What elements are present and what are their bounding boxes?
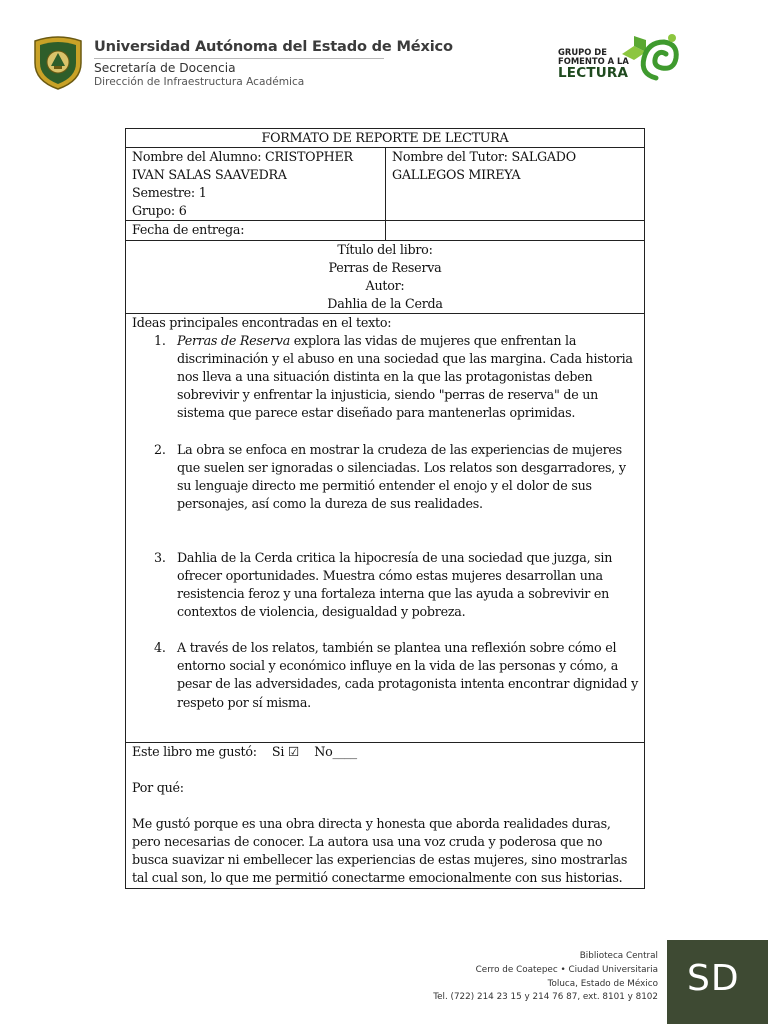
list-number: 1. bbox=[154, 333, 166, 349]
why-label: Por qué: bbox=[132, 780, 184, 796]
reading-group-logo bbox=[556, 30, 684, 88]
book-title-label: Título del libro: bbox=[337, 241, 433, 257]
report-title: FORMATO DE REPORTE DE LECTURA bbox=[126, 129, 645, 148]
header-divider bbox=[94, 58, 384, 59]
semester: Semestre: 1 bbox=[132, 185, 207, 201]
logo-line-2: FOMENTO A LA bbox=[558, 56, 629, 66]
author-label: Autor: bbox=[365, 277, 405, 293]
main-ideas-cell bbox=[126, 313, 645, 742]
footer-line-2: Cerro de Coatepec • Ciudad Universitaria bbox=[475, 964, 658, 975]
liked-yes: Si ☑ bbox=[271, 743, 300, 759]
idea-text: La obra se enfoca en mostrar la crudeza de las experiencias de mujeres que suelen ser ignoradas o silenciadas. Los relatos son desgarradores, y su lenguaje directo me permitió entender el enojo y el dolor de sus personajes, así como la dureza de sus realidades. bbox=[177, 441, 626, 511]
group: Grupo: 6 bbox=[132, 203, 187, 219]
liked-row bbox=[132, 743, 638, 761]
footer-line-1: Biblioteca Central bbox=[579, 951, 658, 961]
logo-line-1: GRUPO DE bbox=[558, 47, 607, 57]
secretaria-name: Secretaría de Docencia bbox=[94, 61, 236, 75]
book-info-cell bbox=[126, 240, 645, 313]
list-item bbox=[132, 549, 638, 621]
ideas-heading: Ideas principales encontradas en el texto: bbox=[132, 314, 392, 330]
list-item bbox=[132, 639, 638, 711]
list-item bbox=[132, 332, 638, 422]
student-name: Nombre del Alumno: CRISTOPHER IVAN SALAS SAAVEDRA bbox=[132, 149, 353, 183]
list-item bbox=[132, 441, 638, 513]
list-spacer bbox=[132, 621, 638, 639]
list-number: 2. bbox=[154, 441, 166, 457]
book-title: Perras de Reserva bbox=[328, 259, 442, 275]
footer-line-4: Tel. (722) 214 23 15 y 214 76 87, ext. 8101 y 8102 bbox=[433, 992, 658, 1003]
header-titles bbox=[94, 38, 453, 88]
ideas-list bbox=[132, 332, 638, 712]
reading-report-table bbox=[125, 128, 645, 889]
spacer bbox=[132, 761, 638, 779]
footer-line-3: Toluca, Estado de México bbox=[547, 978, 658, 989]
idea-text: Dahlia de la Cerda critica la hipocresía de una sociedad que juzga, sin ofrecer oportunidades. Muestra cómo estas mujeres desarrollan una resistencia feroz y una fortaleza interna que las ayuda a sobrevivir en contextos de violencia, desigualdad y pobreza. bbox=[177, 549, 613, 620]
idea-text: explora las vidas de mujeres que enfrentan la discriminación y el abuso en una sociedad que las margina. Cada historia nos lleva a una situación distinta en la que las protagonistas deben sobrevivir y enfrentar la injusticia, siendo "perras de reserva" de un sistema que parece estar diseñado para mantenerlas oprimidas. bbox=[177, 333, 633, 421]
tutor-cell bbox=[386, 148, 645, 221]
student-cell bbox=[126, 148, 386, 221]
delivery-date-label: Fecha de entrega: bbox=[132, 222, 245, 238]
why-text: Me gustó porque es una obra directa y honesta que aborda realidades duras, pero necesarias de conocer. La autora usa una voz cruda y poderosa que no busca suavizar ni embellecer las experiencias de estas mujeres, sino mostrarlas tal cual son, lo que me permitió conectarme emocionalmente con sus historias. bbox=[132, 816, 628, 886]
book-swirl-icon bbox=[618, 30, 684, 88]
book-title-inline: Perras de Reserva bbox=[177, 333, 291, 349]
university-seal-icon bbox=[29, 33, 87, 91]
logo-line-3: LECTURA bbox=[558, 65, 629, 81]
tutor-name: Nombre del Tutor: SALGADO GALLEGOS MIREYA bbox=[392, 149, 576, 183]
sd-badge-text: SD bbox=[687, 958, 740, 999]
author-name: Dahlia de la Cerda bbox=[327, 295, 443, 311]
liked-no: No____ bbox=[314, 743, 357, 759]
spacer bbox=[132, 797, 638, 815]
opinion-cell bbox=[126, 742, 645, 888]
delivery-date-cell bbox=[126, 221, 386, 240]
direccion-name: Dirección de Infraestructura Académica bbox=[94, 76, 305, 88]
delivery-date-empty-cell bbox=[386, 221, 645, 240]
list-spacer bbox=[132, 513, 638, 549]
list-number: 3. bbox=[154, 549, 166, 565]
liked-label: Este libro me gustó: bbox=[132, 743, 257, 759]
idea-text: A través de los relatos, también se plantea una reflexión sobre cómo el entorno social y económico influye en la vida de las personas y cómo, a pesar de las adversidades, cada protagonista intenta encontrar dignidad y respeto por sí misma. bbox=[177, 640, 639, 710]
list-spacer bbox=[132, 423, 638, 441]
list-number: 4. bbox=[154, 640, 166, 656]
footer-address bbox=[433, 950, 658, 1005]
university-name: Universidad Autónoma del Estado de México bbox=[94, 38, 453, 55]
